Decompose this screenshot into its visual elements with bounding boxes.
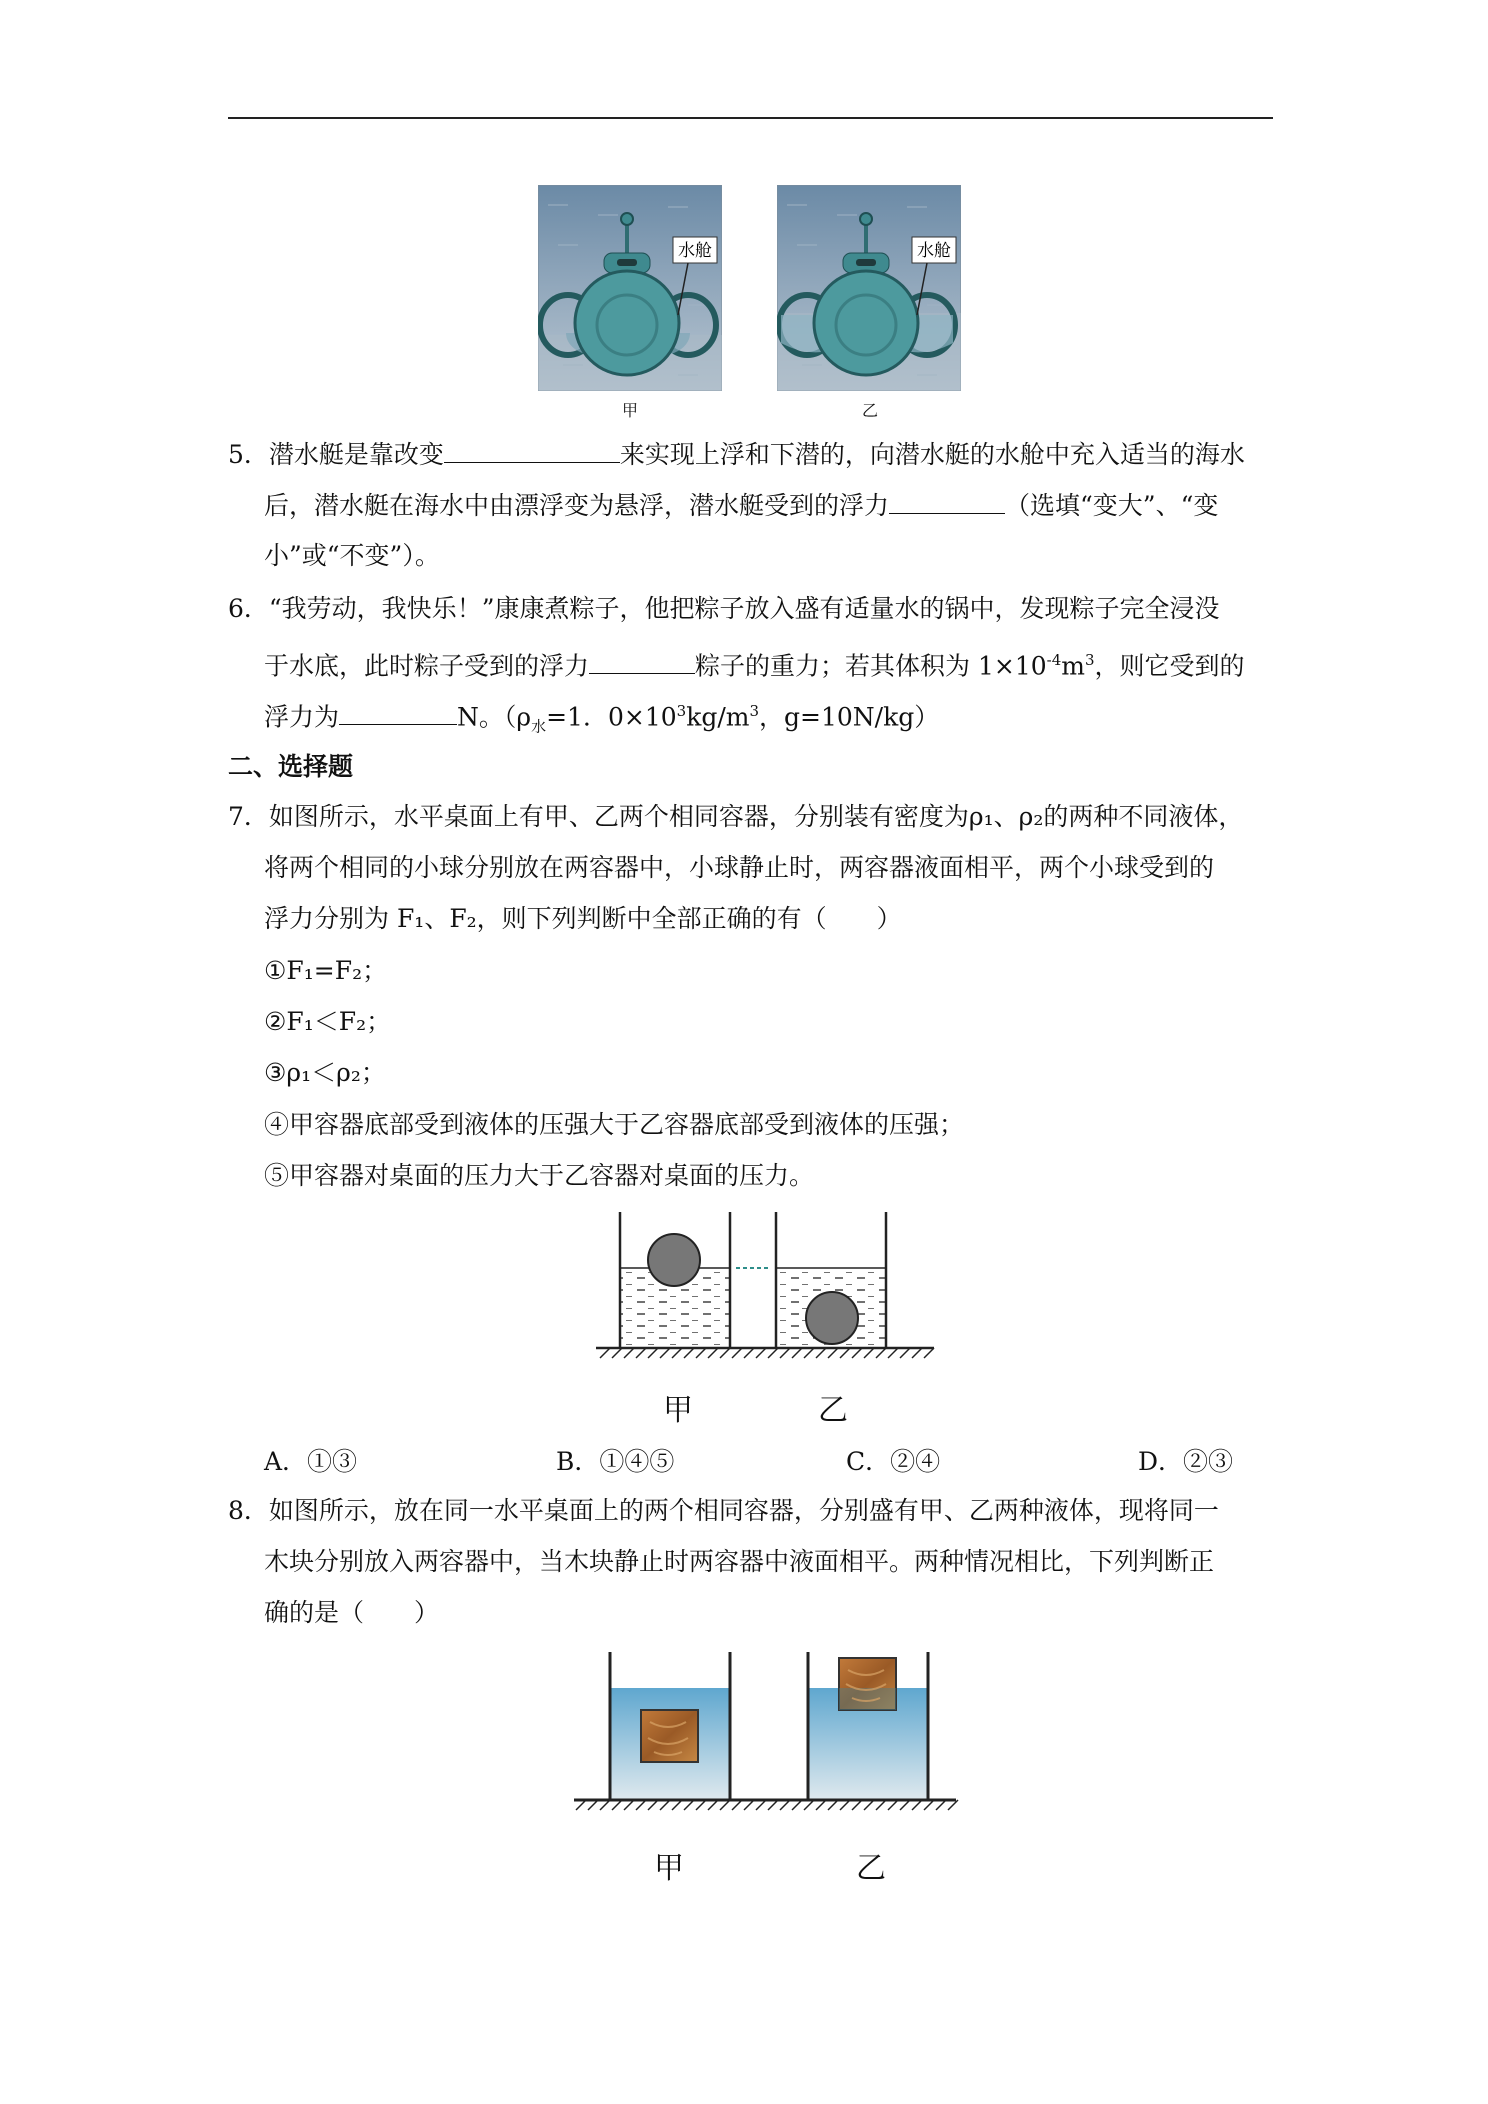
q7-line1: 7．如图所示，水平桌面上有甲、乙两个相同容器，分别装有密度为ρ₁、ρ₂的两种不同液体， — [228, 802, 1244, 831]
q8-line2: 木块分别放入两容器中，当木块静止时两容器中液面相平。两种情况相比，下列判断正 — [264, 1547, 1215, 1576]
q8-wood-block-figure — [570, 1652, 960, 1832]
cabin-label-right: 水舱 — [917, 241, 951, 261]
q8-line1: 8．如图所示，放在同一水平桌面上的两个相同容器，分别盛有甲、乙两种液体，现将同一 — [228, 1496, 1219, 1525]
q7-statement-3: ③ρ₁＜ρ₂； — [264, 1058, 386, 1087]
submarine-caption-right: 乙 — [861, 401, 878, 420]
q6-line2: 于水底，此时粽子受到的浮力 粽子的重力；若其体积为 $1\times 10^{-4}m^3$，则它受到的 — [264, 651, 1245, 681]
q7-caption-left: 甲 — [663, 1393, 693, 1428]
q6-number: 6． — [228, 594, 269, 623]
q7-statement-4: ④甲容器底部受到液体的压强大于乙容器底部受到液体的压强； — [264, 1110, 965, 1139]
q7-number: 7． — [228, 802, 269, 831]
q7-line3: 浮力分别为 F₁、F₂，则下列判断中全部正确的有（ ） — [264, 904, 902, 933]
q7-line2: 将两个相同的小球分别放在两容器中，小球静止时，两容器液面相平，两个小球受到的 — [264, 853, 1215, 882]
q7-option-a[interactable]: A．①③ — [264, 1447, 358, 1476]
q5-blank-2[interactable] — [889, 489, 1005, 514]
q7-statement-1: ①F₁=F₂； — [264, 956, 388, 985]
q8-number: 8． — [228, 1496, 269, 1525]
q6-line3: 浮力为 N。（$\rho_水=1$．$0\times 10^3kg/m^3$，g=10N/kg） — [264, 702, 940, 736]
q8-line3: 确的是（ ） — [264, 1598, 440, 1627]
q6-line1: 6．“我劳动，我快乐！”康康煮粽子，他把粽子放入盛有适量水的锅中，发现粽子完全浸没 — [228, 594, 1220, 623]
header-rule — [228, 117, 1273, 119]
submarine-caption-left: 甲 — [621, 401, 638, 420]
q6-blank-2[interactable] — [339, 700, 457, 725]
q7-containers-figure — [590, 1212, 940, 1382]
q8-caption-right: 乙 — [856, 1851, 886, 1886]
q8-caption-left: 甲 — [654, 1851, 684, 1886]
submarine-figure-right — [777, 185, 961, 391]
cabin-label-left: 水舱 — [678, 241, 712, 261]
q5-blank-1[interactable] — [444, 438, 620, 463]
q5-line3: 小”或“不变”）。 — [264, 541, 440, 570]
q7-caption-right: 乙 — [818, 1393, 848, 1428]
q7-statement-5: ⑤甲容器对桌面的压力大于乙容器对桌面的压力。 — [264, 1161, 815, 1190]
q7-option-d[interactable]: D．②③ — [1138, 1447, 1234, 1476]
q5-number: 5． — [228, 440, 269, 469]
q5-line1: 5．潜水艇是靠改变 来实现上浮和下潜的，向潜水艇的水舱中充入适当的海水 — [228, 440, 1245, 469]
q7-option-b[interactable]: B．①④⑤ — [556, 1447, 675, 1476]
q7-option-c[interactable]: C．②④ — [846, 1447, 941, 1476]
section-title: 二、选择题 — [228, 752, 354, 781]
q5-line2: 后，潜水艇在海水中由漂浮变为悬浮，潜水艇受到的浮力 （选填“变大”、“变 — [264, 491, 1219, 520]
q6-blank-1[interactable] — [589, 649, 695, 674]
submarine-figure-left — [538, 185, 722, 391]
q7-statement-2: ②F₁＜F₂； — [264, 1007, 392, 1036]
